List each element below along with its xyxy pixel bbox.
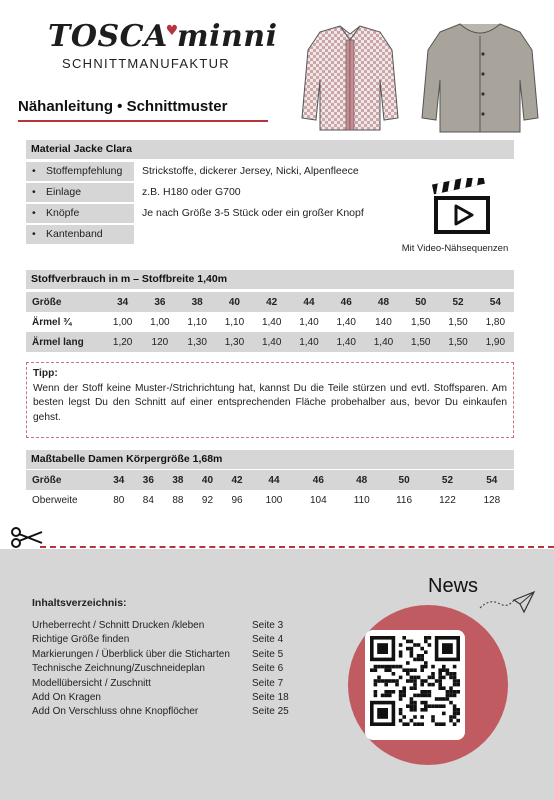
size-cell: 52 [425,470,469,490]
usage-cell: 1,90 [477,332,514,352]
material-label-text: Kantenband [46,228,103,240]
title-underline [18,120,268,122]
usage-cell: 1,30 [179,332,216,352]
size-cell: 40 [216,292,253,312]
usage-title: Stoffverbrauch in m – Stoffbreite 1,40m [26,270,514,289]
material-value: Strickstoffe, dickerer Jersey, Nicki, Alpenfleece [142,165,359,177]
material-value: z.B. H180 oder G700 [142,186,241,198]
toc-page: Seite 4 [252,634,284,646]
usage-cell: 1,40 [299,316,319,328]
brand-logo [48,14,278,71]
page-title: Nähanleitung • Schnittmuster [18,98,228,115]
jacket-illustrations [280,10,540,140]
toc-text: Add On Verschluss ohne Knopflöcher [32,706,199,718]
brand-subtitle: SCHNITTMANUFAKTUR [62,56,230,71]
bullet: • [32,207,36,219]
video-label: Mit Video-Nähsequenzen [401,243,509,254]
size-cell: 48 [365,292,402,312]
tip-box [26,362,514,438]
measure-cell: 84 [142,494,154,506]
usage-row-label: Ärmel lang [26,332,104,352]
list-item [32,706,294,720]
material-value: Je nach Größe 3-5 Stück oder ein großer Knopf [142,207,364,219]
usage-cell: 1,40 [336,316,356,328]
measure-cell: 128 [483,494,501,506]
houndstooth-jacket-image [302,26,398,130]
measure-cell: 80 [113,494,125,506]
usage-cell: 140 [375,316,392,328]
measure-cell: 104 [309,494,327,506]
clapperboard-play-icon [430,178,492,234]
toc-text: Modellübersicht / Zuschnitt [32,677,151,689]
toc-text: Add On Kragen [32,691,101,703]
usage-cell: 1,00 [112,316,133,328]
brand-name [48,14,278,54]
toc-page: Seite 25 [252,706,289,718]
toc-text: Urheberrecht / Schnitt Drucken /kleben [32,620,205,631]
table-of-contents [32,620,294,721]
usage-cell: 1,40 [253,332,290,352]
size-cell: 52 [439,292,476,312]
usage-cell: 1,10 [224,316,245,328]
size-cell: 42 [253,292,290,312]
size-cell: 34 [104,470,134,490]
usage-cell: 1,20 [104,332,141,352]
size-cell: 50 [402,292,439,312]
measures-title: Maßtabelle Damen Körpergröße 1,68m [26,450,514,469]
usage-cell: 1,40 [365,332,402,352]
usage-row-label: Ärmel ¾ [32,316,72,328]
measure-cell: 88 [172,494,184,506]
material-label [26,162,134,181]
bullet: • [32,165,36,177]
table-row [26,292,514,312]
list-item [32,620,294,634]
size-cell: 44 [252,470,296,490]
size-cell: 50 [383,470,425,490]
gray-jacket-image [422,24,538,132]
brand-name-tail: minni [176,19,278,54]
usage-cell: 1,40 [328,332,365,352]
measure-cell: 92 [201,494,214,506]
material-label [26,204,134,223]
material-label [26,183,134,202]
usage-cell: 1,80 [485,316,506,328]
toc-page: Seite 18 [252,691,289,703]
bullet: • [32,228,36,240]
list-item [32,663,294,677]
usage-cell: 1,50 [439,332,476,352]
material-title: Material Jacke Clara [26,140,514,159]
tip-text: Wenn der Stoff keine Muster-/Strichrichtung hat, kannst Du die Teile stürzen und evtl. Stoffsparen. Am besten legst Du den Schnitt auf einer entsprechenden Fläche probehalber aus, bevor Du einkaufen gehst. [33,382,507,423]
toc-text: Richtige Größe finden [32,634,130,646]
cut-line [40,546,554,548]
size-cell: 38 [163,470,193,490]
measures-row-label: Oberweite [32,494,78,506]
news-label: News [428,575,479,597]
size-cell: 48 [341,470,383,490]
bullet: • [32,186,36,198]
table-row [26,312,514,332]
table-row [26,470,514,490]
list-item [32,634,294,648]
size-cell: 46 [296,470,340,490]
usage-header-label: Größe [26,292,104,312]
measure-cell: 110 [353,494,370,506]
material-label-text: Einlage [46,186,82,198]
usage-table [26,292,514,352]
tip-title: Tipp: [33,368,58,379]
toc-page: Seite 6 [252,663,284,675]
usage-cell: 1,40 [261,316,282,328]
qr-code-icon[interactable] [370,636,460,726]
usage-cell: 1,50 [402,332,439,352]
toc-text: Markierungen / Überblick über die Sticharten [32,648,230,660]
measure-cell: 122 [439,494,456,506]
brand-name-main: TOSCA [48,19,168,54]
paper-plane-icon [478,590,536,616]
toc-title: Inhaltsverzeichnis: [32,597,127,609]
size-cell: 54 [470,470,514,490]
measures-table [26,470,514,510]
size-cell: 40 [193,470,223,490]
table-row [26,490,514,510]
size-cell: 36 [134,470,164,490]
size-cell: 38 [179,292,216,312]
usage-cell: 1,40 [290,332,327,352]
material-label [26,225,134,244]
size-cell: 46 [328,292,365,312]
list-item [32,692,294,706]
size-cell: 36 [141,292,178,312]
list-item [32,678,294,692]
table-row [26,332,514,352]
heart-icon: ♥ [165,23,179,39]
usage-cell: 1,30 [216,332,253,352]
scissors-icon [10,526,44,548]
toc-page: Seite 3 [252,620,284,631]
toc-page: Seite 5 [252,648,284,660]
usage-cell: 1,10 [187,316,207,328]
usage-cell: 1,50 [411,316,431,328]
video-badge [396,178,526,254]
toc-text: Technische Zeichnung/Zuschneideplan [32,663,205,675]
measure-cell: 96 [231,494,243,506]
measure-cell: 116 [396,494,413,506]
usage-cell: 1,00 [150,316,170,328]
material-label-text: Knöpfe [46,207,80,219]
measures-header-label: Größe [26,470,104,490]
toc-page: Seite 7 [252,677,284,689]
size-cell: 44 [290,292,327,312]
usage-cell: 120 [141,332,178,352]
size-cell: 34 [104,292,141,312]
list-item [32,649,294,663]
usage-cell: 1,50 [448,316,468,328]
measure-cell: 100 [265,494,283,506]
material-label-text: Stoffempfehlung [46,165,123,177]
size-cell: 42 [222,470,252,490]
size-cell: 54 [477,292,514,312]
